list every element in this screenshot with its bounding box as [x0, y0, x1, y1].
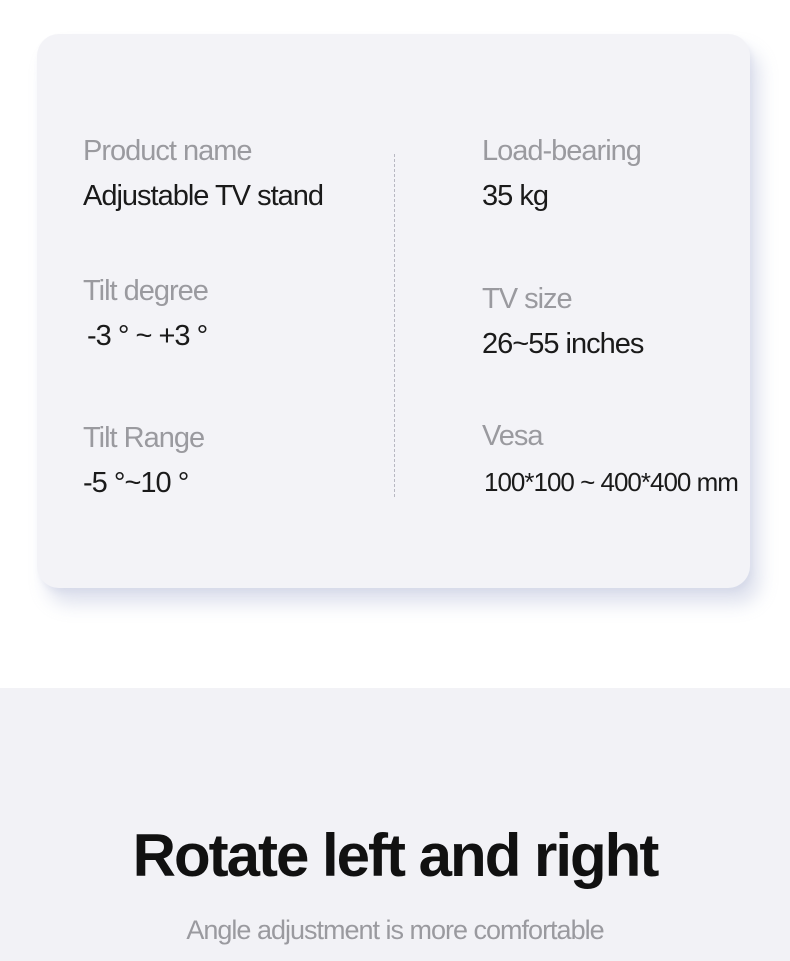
spec-label: Tilt Range — [83, 422, 205, 454]
spec-value: 26~55 inches — [482, 328, 644, 360]
spec-label: Vesa — [482, 420, 543, 452]
spec-label: TV size — [482, 283, 572, 315]
spec-label: Tilt degree — [83, 275, 208, 307]
feature-subline: Angle adjustment is more comfortable — [186, 915, 604, 945]
spec-label: Product name — [83, 135, 252, 167]
spec-card — [37, 34, 750, 588]
spec-tilt-degree — [83, 277, 208, 351]
column-divider — [394, 154, 395, 497]
spec-label: Load-bearing — [482, 135, 641, 167]
feature-section — [0, 688, 790, 961]
spec-value: 35 kg — [482, 180, 548, 212]
feature-headline: Rotate left and right — [132, 822, 658, 889]
spec-load-bearing — [482, 137, 641, 211]
spec-value: 100*100 ~ 400*400 mm — [484, 467, 738, 497]
spec-vesa — [482, 422, 738, 495]
spec-value: Adjustable TV stand — [83, 180, 324, 212]
spec-tilt-range — [83, 424, 204, 498]
spec-value: -3 ° ~ +3 ° — [87, 320, 208, 352]
spec-value: -5 °~10 ° — [83, 467, 189, 499]
spec-product-name — [83, 137, 323, 211]
spec-tv-size — [482, 285, 643, 359]
